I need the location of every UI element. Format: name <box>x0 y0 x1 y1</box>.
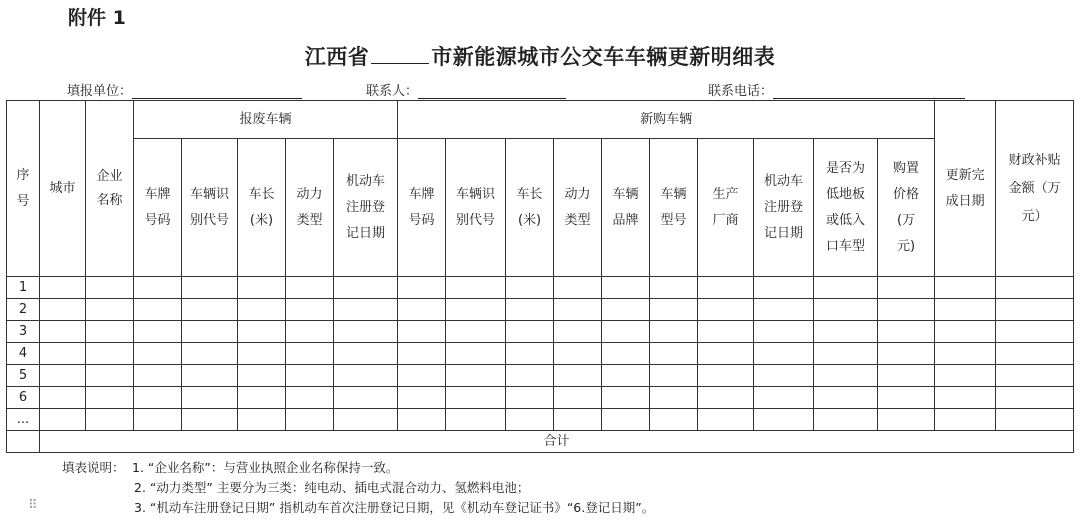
table-cell[interactable] <box>698 277 754 299</box>
table-cell[interactable] <box>398 365 446 387</box>
phone-field <box>708 80 965 99</box>
table-cell[interactable] <box>182 321 238 343</box>
table-cell[interactable] <box>286 277 334 299</box>
row-index: ... <box>7 409 40 431</box>
attachment-label: 附件 1 <box>68 7 126 29</box>
scrapped-col-header: 车牌号码 <box>134 139 182 277</box>
table-cell[interactable] <box>602 299 650 321</box>
table-cell[interactable] <box>506 409 554 431</box>
table-cell[interactable] <box>182 365 238 387</box>
table-cell[interactable] <box>334 321 398 343</box>
table-cell[interactable] <box>996 343 1074 365</box>
table-cell[interactable] <box>334 343 398 365</box>
scrapped-col-header: 车辆识别代号 <box>182 139 238 277</box>
table-cell[interactable] <box>935 277 996 299</box>
table-cell[interactable] <box>286 409 334 431</box>
table-cell[interactable] <box>398 387 446 409</box>
phone-label: 联系电话： <box>708 84 774 99</box>
table-cell[interactable] <box>878 299 935 321</box>
table-cell[interactable] <box>650 321 698 343</box>
table-cell[interactable] <box>398 409 446 431</box>
table-cell[interactable] <box>506 321 554 343</box>
drag-handle-icon[interactable]: ⠿ <box>28 498 36 513</box>
table-cell[interactable] <box>86 387 134 409</box>
table-cell[interactable] <box>935 299 996 321</box>
table-cell[interactable] <box>814 321 878 343</box>
table-cell[interactable] <box>754 387 814 409</box>
table-cell[interactable] <box>40 321 86 343</box>
new-col-header: 车辆品牌 <box>602 139 650 277</box>
table-cell[interactable] <box>286 343 334 365</box>
header-company: 企业名称 <box>86 101 134 277</box>
table-cell[interactable] <box>754 321 814 343</box>
table-cell[interactable] <box>506 387 554 409</box>
table-cell[interactable] <box>446 299 506 321</box>
table-cell[interactable] <box>40 365 86 387</box>
table-cell[interactable] <box>754 277 814 299</box>
table-row <box>7 299 1074 321</box>
header-scrapped-group: 报废车辆 <box>134 101 398 139</box>
table-cell[interactable] <box>554 277 602 299</box>
table-cell[interactable] <box>334 299 398 321</box>
table-cell[interactable] <box>398 299 446 321</box>
table-cell[interactable] <box>134 299 182 321</box>
table-cell[interactable] <box>878 321 935 343</box>
new-col-header: 车牌号码 <box>398 139 446 277</box>
table-cell[interactable] <box>814 277 878 299</box>
table-cell[interactable] <box>935 321 996 343</box>
table-cell[interactable] <box>334 387 398 409</box>
table-cell[interactable] <box>134 365 182 387</box>
table-cell[interactable] <box>996 299 1074 321</box>
reporting-unit-label: 填报单位： <box>67 84 133 99</box>
row-index: 1 <box>7 277 40 299</box>
title-suffix: 市新能源城市公交车车辆更新明细表 <box>431 45 776 69</box>
table-cell[interactable] <box>398 321 446 343</box>
table-cell[interactable] <box>238 409 286 431</box>
row-index: 6 <box>7 387 40 409</box>
note-item-2: 2. “动力类型” 主要分为三类：纯电动、插电式混合动力、氢燃料电池； <box>134 480 530 495</box>
table-cell[interactable] <box>334 409 398 431</box>
table-cell[interactable] <box>878 387 935 409</box>
table-cell[interactable] <box>878 365 935 387</box>
contact-field <box>366 80 566 99</box>
header-finish-date: 更新完成日期 <box>935 101 996 277</box>
table-cell[interactable] <box>182 277 238 299</box>
table-cell[interactable] <box>238 321 286 343</box>
header-seq: 序号 <box>7 101 40 277</box>
table-cell[interactable] <box>814 343 878 365</box>
notes-label: 填表说明： <box>62 460 125 475</box>
table-cell[interactable] <box>935 387 996 409</box>
table-cell[interactable] <box>40 387 86 409</box>
table-cell[interactable] <box>650 387 698 409</box>
note-item-3: 3. “机动车注册登记日期” 指机动车首次注册登记日期，见《机动车登记证书》“6.登记日期”。 <box>134 500 655 515</box>
table-cell[interactable] <box>554 321 602 343</box>
table-cell[interactable] <box>134 321 182 343</box>
table-cell[interactable] <box>398 343 446 365</box>
table-cell[interactable] <box>134 409 182 431</box>
table-cell[interactable] <box>86 409 134 431</box>
table-cell[interactable] <box>754 343 814 365</box>
table-cell[interactable] <box>506 365 554 387</box>
total-row <box>7 431 1074 453</box>
row-index: 2 <box>7 299 40 321</box>
table-cell[interactable] <box>182 387 238 409</box>
table-cell[interactable] <box>182 299 238 321</box>
table-cell[interactable] <box>334 277 398 299</box>
table-cell[interactable] <box>506 299 554 321</box>
table-cell[interactable] <box>814 299 878 321</box>
new-col-header: 车辆识别代号 <box>446 139 506 277</box>
table-cell[interactable] <box>602 277 650 299</box>
table-cell[interactable] <box>446 409 506 431</box>
fill-instructions <box>62 458 654 518</box>
table-cell[interactable] <box>935 343 996 365</box>
new-col-header: 机动车注册登记日期 <box>754 139 814 277</box>
row-index: 3 <box>7 321 40 343</box>
table-cell[interactable] <box>814 409 878 431</box>
table-cell[interactable] <box>286 299 334 321</box>
table-cell[interactable] <box>506 343 554 365</box>
table-row <box>7 343 1074 365</box>
table-cell[interactable] <box>996 387 1074 409</box>
table-cell[interactable] <box>698 409 754 431</box>
table-row <box>7 387 1074 409</box>
table-cell[interactable] <box>650 299 698 321</box>
table-cell[interactable] <box>996 365 1074 387</box>
table-cell[interactable] <box>754 365 814 387</box>
table-cell[interactable] <box>554 387 602 409</box>
scrapped-col-header: 车长(米) <box>238 139 286 277</box>
table-cell[interactable] <box>554 299 602 321</box>
table-cell[interactable] <box>650 277 698 299</box>
table-cell[interactable] <box>650 365 698 387</box>
row-index: 5 <box>7 365 40 387</box>
table-cell[interactable] <box>506 277 554 299</box>
reporting-unit-line <box>132 84 302 99</box>
title-prefix: 江西省 <box>304 45 370 69</box>
table-cell[interactable] <box>238 365 286 387</box>
table-cell[interactable] <box>238 277 286 299</box>
table-cell[interactable] <box>996 409 1074 431</box>
table-cell[interactable] <box>182 409 238 431</box>
table-cell[interactable] <box>286 321 334 343</box>
table-row <box>7 321 1074 343</box>
table-cell[interactable] <box>238 343 286 365</box>
scrapped-col-header: 机动车注册登记日期 <box>334 139 398 277</box>
new-col-header: 动力类型 <box>554 139 602 277</box>
table-cell[interactable] <box>446 321 506 343</box>
table-cell[interactable] <box>86 343 134 365</box>
table-cell[interactable] <box>446 343 506 365</box>
table-cell[interactable] <box>398 277 446 299</box>
table-cell[interactable] <box>602 409 650 431</box>
table-row <box>7 277 1074 299</box>
table-cell[interactable] <box>754 409 814 431</box>
document-title <box>0 41 1080 71</box>
table-cell[interactable] <box>814 387 878 409</box>
table-cell[interactable] <box>602 387 650 409</box>
table-cell[interactable] <box>878 409 935 431</box>
table-cell[interactable] <box>698 365 754 387</box>
table-cell[interactable] <box>334 365 398 387</box>
header-new-group: 新购车辆 <box>398 101 935 139</box>
table-cell[interactable] <box>996 321 1074 343</box>
table-cell[interactable] <box>650 343 698 365</box>
table-cell[interactable] <box>698 321 754 343</box>
table-cell[interactable] <box>554 365 602 387</box>
table-cell[interactable] <box>182 343 238 365</box>
table-cell[interactable] <box>935 409 996 431</box>
row-index: 4 <box>7 343 40 365</box>
table-cell[interactable] <box>238 299 286 321</box>
header-city: 城市 <box>40 101 86 277</box>
table-cell[interactable] <box>878 277 935 299</box>
table-cell[interactable] <box>86 365 134 387</box>
total-row-blank <box>7 431 40 453</box>
header-subsidy: 财政补贴金额（万元） <box>996 101 1074 277</box>
table-cell[interactable] <box>602 365 650 387</box>
vehicle-detail-table <box>6 100 1074 453</box>
table-row <box>7 365 1074 387</box>
table-cell[interactable] <box>650 409 698 431</box>
table-cell[interactable] <box>86 321 134 343</box>
table-row <box>7 409 1074 431</box>
new-col-header: 是否为低地板或低入口车型 <box>814 139 878 277</box>
table-cell[interactable] <box>698 299 754 321</box>
new-col-header: 车辆型号 <box>650 139 698 277</box>
contact-label: 联系人： <box>366 84 419 99</box>
table-cell[interactable] <box>40 299 86 321</box>
table-cell[interactable] <box>698 387 754 409</box>
table-cell[interactable] <box>554 343 602 365</box>
table-cell[interactable] <box>446 365 506 387</box>
note-item-1: 1. “企业名称”：与营业执照企业名称保持一致。 <box>132 460 399 475</box>
table-cell[interactable] <box>86 299 134 321</box>
table-cell[interactable] <box>446 387 506 409</box>
table-cell[interactable] <box>286 387 334 409</box>
table-cell[interactable] <box>554 409 602 431</box>
table-cell[interactable] <box>602 321 650 343</box>
city-blank-line <box>371 44 429 64</box>
table-cell[interactable] <box>814 365 878 387</box>
table-cell[interactable] <box>602 343 650 365</box>
contact-line <box>418 84 566 99</box>
table-cell[interactable] <box>878 343 935 365</box>
table-cell[interactable] <box>134 343 182 365</box>
table-cell[interactable] <box>238 387 286 409</box>
scrapped-col-header: 动力类型 <box>286 139 334 277</box>
new-col-header: 车长(米) <box>506 139 554 277</box>
table-cell[interactable] <box>698 343 754 365</box>
reporting-unit-field <box>67 80 302 99</box>
table-cell[interactable] <box>40 277 86 299</box>
new-col-header: 购置价格(万元) <box>878 139 935 277</box>
table-cell[interactable] <box>754 299 814 321</box>
table-cell[interactable] <box>935 365 996 387</box>
table-cell[interactable] <box>40 409 86 431</box>
phone-line <box>773 84 965 99</box>
table-cell[interactable] <box>446 277 506 299</box>
total-label: 合计 <box>40 431 1074 453</box>
table-cell[interactable] <box>40 343 86 365</box>
table-cell[interactable] <box>134 277 182 299</box>
table-cell[interactable] <box>86 277 134 299</box>
table-cell[interactable] <box>286 365 334 387</box>
table-cell[interactable] <box>134 387 182 409</box>
new-col-header: 生产厂商 <box>698 139 754 277</box>
table-cell[interactable] <box>996 277 1074 299</box>
